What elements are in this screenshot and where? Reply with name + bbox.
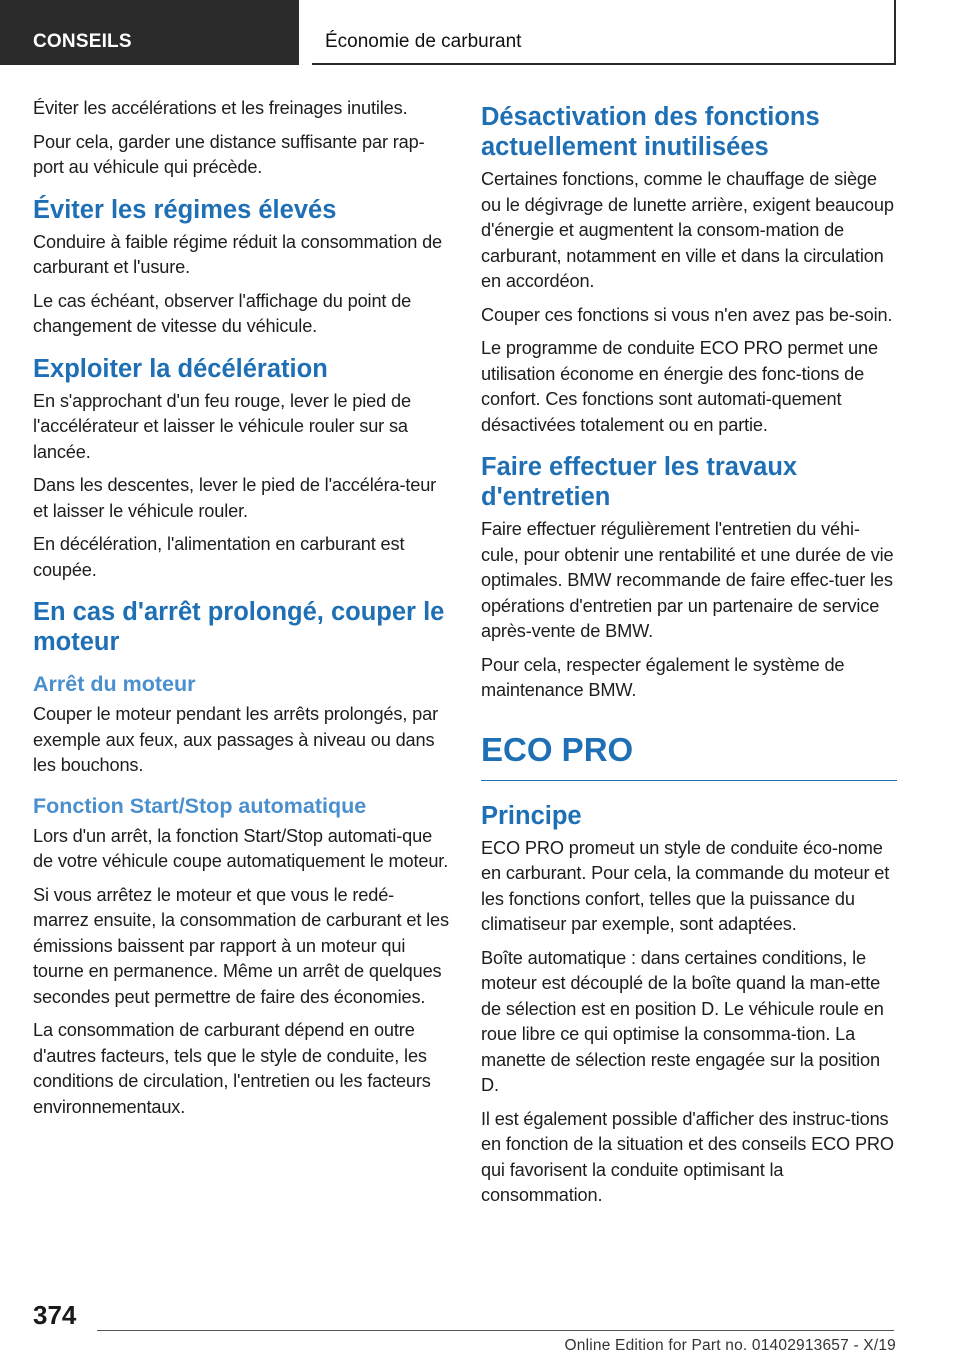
footer-edition: Online Edition for Part no. 01402913657 - X/19	[564, 1337, 896, 1354]
chapter-heading-eco-pro: ECO PRO	[481, 728, 897, 781]
paragraph: Boîte automatique : dans certaines conditions, le moteur est découplé de la boîte quand la man‐ette de sélection est en position D. Le véhicule roule en roue libre ce qui optimise la consomma‐tion. La manette de sélection reste engagée sur la position D.	[481, 947, 884, 1095]
paragraph: Si vous arrêtez le moteur et que vous le redé‐marrez ensuite, la consommation de carburant et les émissions baissent par rapport à un moteur qui tourne en permanence. Même un arrêt de quelques secondes peut permettre de faire des économies.	[33, 884, 449, 1007]
heading-regimes: Éviter les régimes élevés	[33, 195, 337, 224]
paragraph: Conduire à faible régime réduit la consommation de carburant et l'usure.	[33, 231, 443, 277]
paragraph: Couper ces fonctions si vous n'en avez pas be‐soin.	[481, 304, 893, 325]
paragraph: ECO PRO promeut un style de conduite éco‐nome en carburant. Pour cela, la commande du moteur et les fonctions confort, telles que la puissance du climatiseur par exemple, sont adaptées.	[481, 837, 890, 934]
paragraph: En s'approchant d'un feu rouge, lever le pied de l'accélérateur et laisser le véhicule rouler sur sa lancée.	[33, 390, 411, 462]
paragraph: Couper le moteur pendant les arrêts prolongés, par exemple aux feux, aux passages à niveau ou dans les bouchons.	[33, 704, 438, 775]
paragraph: Éviter les accélérations et les freinages inutiles.	[33, 98, 408, 118]
section-tab: CONSEILS	[0, 0, 299, 65]
footer-divider	[97, 1330, 894, 1331]
paragraph: La consommation de carburant dépend en outre d'autres facteurs, tels que le style de conduite, les conditions de circulation, l'entretien ou les facteurs environnementaux.	[33, 1020, 431, 1117]
subheading-start-stop: Fonction Start/Stop automatique	[33, 793, 367, 818]
paragraph: Certaines fonctions, comme le chauffage de siège ou le dégivrage de lunette arrière, exigent beaucoup d'énergie et augmentent la consom‐mation de carburant, notamment en ville et dans la circulation en accordéon.	[481, 169, 894, 291]
heading-arret-prolonge: En cas d'arrêt prolongé, couper le moteur	[33, 598, 445, 656]
left-column	[33, 96, 449, 1128]
page-header	[0, 0, 960, 66]
paragraph: En décélération, l'alimentation en carburant est coupée.	[33, 534, 405, 580]
paragraph: Pour cela, garder une distance suffisante par rap‐port au véhicule qui précède.	[33, 131, 425, 177]
paragraph: Le programme de conduite ECO PRO permet une utilisation économe en énergie des fonc‐tions de confort. Ces fonctions sont automati‐quement désactivées totalement ou en partie.	[481, 338, 878, 435]
chapter-title-header: Économie de carburant	[312, 0, 896, 65]
paragraph: Pour cela, respecter également le système de maintenance BMW.	[481, 654, 845, 700]
paragraph: Il est également possible d'afficher des instruc‐tions en fonction de la situation et des conseils ECO PRO qui favorisent la conduite optimisant la consommation.	[481, 1108, 894, 1205]
heading-desactivation: Désactivation des fonctions actuellement inutilisées	[481, 103, 820, 161]
paragraph: Faire effectuer régulièrement l'entretien du véhi‐cule, pour obtenir une rentabilité et une durée de vie optimales. BMW recommande de faire effec‐tuer les opérations d'entretien par un partenaire de service après-vente de BMW.	[481, 519, 894, 641]
heading-deceleration: Exploiter la décélération	[33, 354, 328, 383]
page-number: 374	[33, 1300, 77, 1330]
heading-entretien: Faire effectuer les travaux d'entretien	[481, 453, 798, 511]
right-column	[481, 96, 897, 1217]
paragraph: Dans les descentes, lever le pied de l'accéléra‐teur et laisser le véhicule rouler.	[33, 475, 437, 521]
heading-principe: Principe	[481, 801, 582, 830]
paragraph: Le cas échéant, observer l'affichage du point de changement de vitesse du véhicule.	[33, 290, 412, 336]
subheading-arret-moteur: Arrêt du moteur	[33, 672, 196, 696]
paragraph: Lors d'un arrêt, la fonction Start/Stop automati‐que de votre véhicule coupe automatiquement le moteur.	[33, 825, 449, 871]
